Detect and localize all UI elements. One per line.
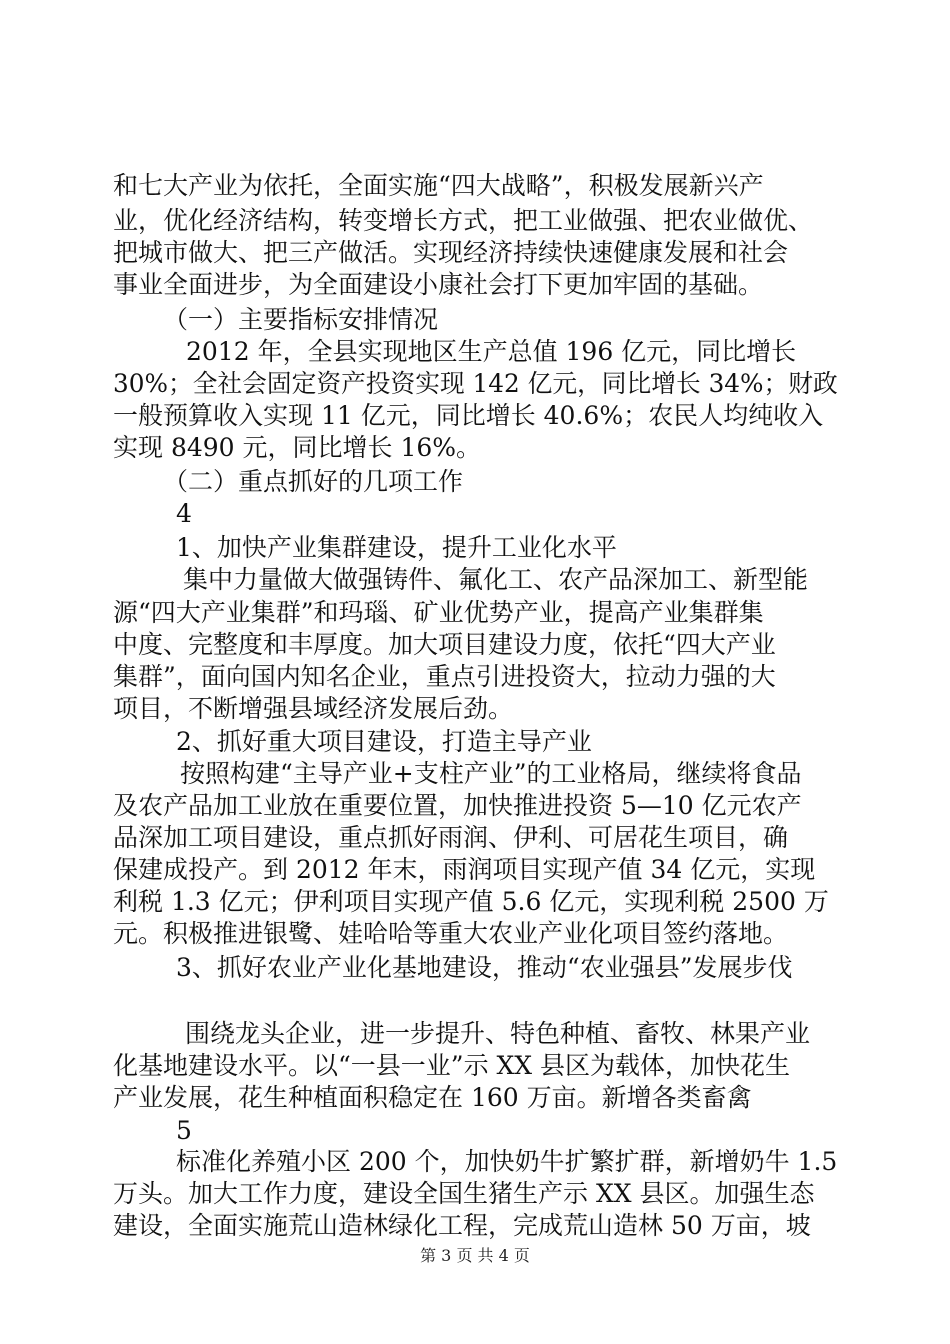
text-line: 标准化养殖小区 200 个，加快奶牛扩繁扩群，新增奶牛 1.5 xyxy=(176,1147,838,1176)
text-line: 按照构建“主导产业+支柱产业”的工业格局，继续将食品 xyxy=(180,759,802,788)
page-footer: 第 3 页 共 4 页 xyxy=(420,1246,530,1265)
text-line: 万头。加大工作力度，建设全国生猪生产示 XX 县区。加强生态 xyxy=(113,1179,815,1208)
text-line: 一般预算收入实现 11 亿元，同比增长 40.6%；农民人均纯收入 xyxy=(113,401,824,430)
subsection-heading: 1、加快产业集群建设，提升工业化水平 xyxy=(176,533,617,562)
text-line: 30%；全社会固定资产投资实现 142 亿元，同比增长 34%；财政 xyxy=(113,369,838,398)
section-heading: （二）重点抓好的几项工作 xyxy=(163,467,464,496)
page-marker: 5 xyxy=(176,1116,192,1145)
text-line: 项目，不断增强县域经济发展后劲。 xyxy=(113,694,514,723)
text-line: 保建成投产。到 2012 年末，雨润项目实现产值 34 亿元，实现 xyxy=(113,855,816,884)
text-line: 2012 年，全县实现地区生产总值 196 亿元，同比增长 xyxy=(186,337,797,366)
section-heading: （一）主要指标安排情况 xyxy=(163,305,439,334)
text-line: 围绕龙头企业，进一步提升、特色种植、畜牧、林果产业 xyxy=(185,1019,811,1048)
text-line: 实现 8490 元，同比增长 16%。 xyxy=(113,433,482,462)
text-line: 和七大产业为依托，全面实施“四大战略”，积极发展新兴产 xyxy=(113,171,764,200)
subsection-heading: 2、抓好重大项目建设，打造主导产业 xyxy=(176,727,592,756)
subsection-heading: 3、抓好农业产业化基地建设，推动“农业强县”发展步伐 xyxy=(176,953,793,982)
text-line: 中度、完整度和丰厚度。加大项目建设力度，依托“四大产业 xyxy=(113,630,776,659)
text-line: 利税 1.3 亿元；伊利项目实现产值 5.6 亿元，实现利税 2500 万 xyxy=(113,887,829,916)
text-line: 化基地建设水平。以“一县一业”示 XX 县区为载体，加快花生 xyxy=(113,1051,791,1080)
page-marker: 4 xyxy=(176,499,192,528)
text-line: 把城市做大、把三产做活。实现经济持续快速健康发展和社会 xyxy=(113,238,789,267)
text-line: 事业全面进步，为全面建设小康社会打下更加牢固的基础。 xyxy=(113,270,764,299)
text-line: 业，优化经济结构，转变增长方式，把工业做强、把农业做优、 xyxy=(113,206,814,235)
text-line: 及农产品加工业放在重要位置，加快推进投资 5—10 亿元农产 xyxy=(113,791,802,820)
text-line: 品深加工项目建设，重点抓好雨润、伊利、可居花生项目，确 xyxy=(113,823,789,852)
text-line: 集中力量做大做强铸件、氟化工、农产品深加工、新型能 xyxy=(183,565,809,594)
text-line: 集群”，面向国内知名企业，重点引进投资大，拉动力强的大 xyxy=(113,662,776,691)
text-line: 建设，全面实施荒山造林绿化工程，完成荒山造林 50 万亩，坡 xyxy=(113,1211,811,1240)
text-line: 元。积极推进银鹭、娃哈哈等重大农业产业化项目签约落地。 xyxy=(113,919,789,948)
text-line: 产业发展，花生种植面积稳定在 160 万亩。新增各类畜禽 xyxy=(113,1083,752,1112)
text-line: 源“四大产业集群”和玛瑙、矿业优势产业，提高产业集群集 xyxy=(113,598,764,627)
